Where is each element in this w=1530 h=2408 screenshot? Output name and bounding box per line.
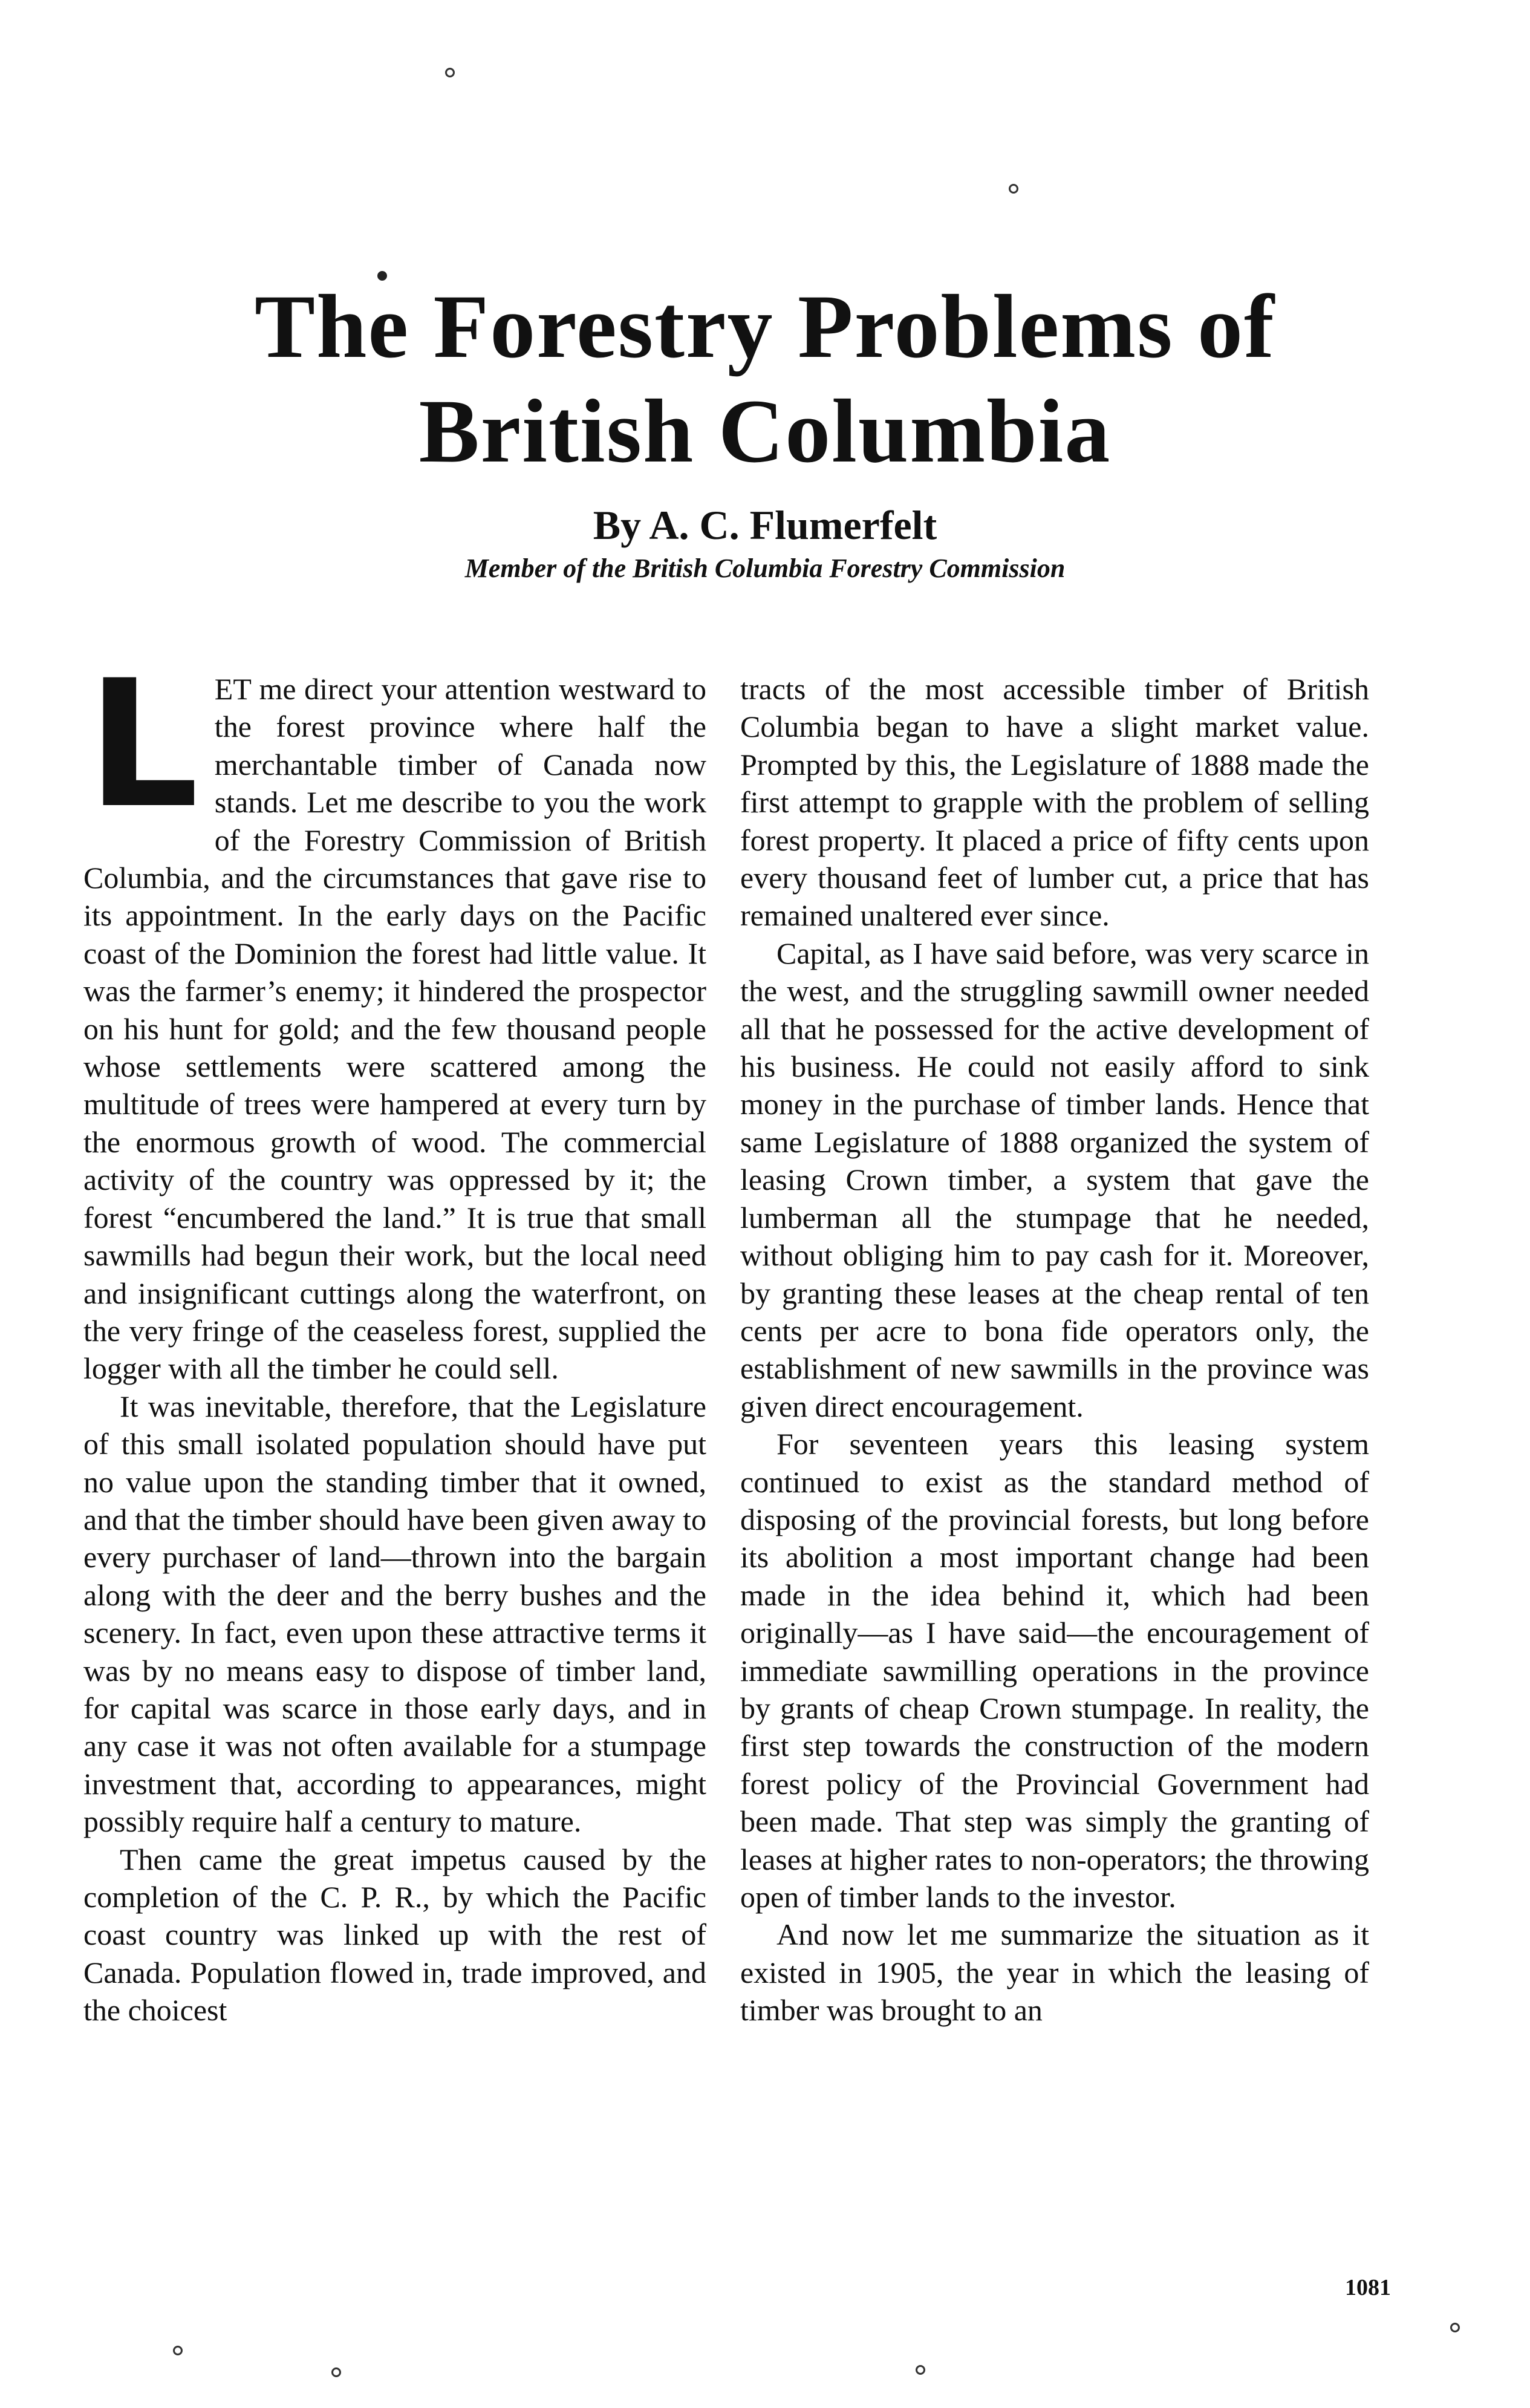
author-affiliation: Member of the British Columbia Forestry Commission [464, 553, 1066, 583]
article-title-line-2: British Columbia [418, 381, 1112, 481]
print-speck [916, 2365, 925, 2375]
print-speck [1009, 184, 1018, 194]
print-speck [1450, 2323, 1460, 2332]
left-column [83, 643, 706, 2029]
right-column [740, 670, 1369, 2029]
paragraph: ET me direct your attention westward to the forest province where half the merchantable timber of Canada now stands. Let me describe to you the work of the Forestry Commission of British Columbia, and the circumstances that gave rise to its appointment. In the early days on the Pacific coast of the Dominion the forest had little value. It was the farmer’s enemy; it hindered the prospector on his hunt for gold; and the few thousand people whose settlements were scattered among the multitude of trees were hampered at every turn by the enormous growth of wood. The commercial activity of the country was oppressed by it; the forest “encumbered the land.” It is true that small sawmills had begun their work, but the local need and insignificant cuttings along the waterfront, on the very fringe of the ceaseless forest, supplied the logger with all the timber he could sell. [83, 672, 706, 1386]
paragraph: It was inevitable, therefore, that the Legislature of this small isolated population should have put no value upon the standing timber that it owned, and that the timber should have been given away to every purchaser of land—thrown into the bargain along with the deer and the berry bushes and the scenery. In fact, even upon these attractive terms it was by no means easy to dispose of timber land, for capital was scarce in those early days, and in any case it was not often available for a stumpage investment that, according to appearances, might possibly require half a century to mature. [83, 1389, 706, 1839]
page-number: 1081 [1345, 2275, 1391, 2300]
drop-cap: L [87, 643, 199, 847]
paragraph: And now let me summarize the situation as it existed in 1905, the year in which the leasing of timber was brought to an [740, 1917, 1369, 2028]
print-speck [331, 2367, 341, 2377]
article-title-line-1: The Forestry Problems of [255, 276, 1275, 377]
article-byline: By A. C. Flumerfelt [593, 502, 937, 548]
print-speck [173, 2346, 183, 2355]
paragraph: Then came the great impetus caused by the completion of the C. P. R., by which the Pacific coast country was linked up with the rest of Canada. Population flowed in, trade improved, and the choicest [83, 1842, 706, 2028]
print-speck [445, 68, 455, 77]
paragraph: tracts of the most accessible timber of British Columbia began to have a slight market value. Prompted by this, the Legislature of 1888 made the first attempt to grapple with the problem of selling forest property. It placed a price of fifty cents upon every thousand feet of lumber cut, a price that has remained unaltered ever since. [740, 672, 1369, 933]
paragraph: For seventeen years this leasing system continued to exist as the standard method of disposing of the provincial forests, but long before its abolition a most important change had been made in the idea behind it, which had been originally—as I have said—the encouragement of immediate sawmilling operations in the province by grants of cheap Crown stumpage. In reality, the first step towards the construction of the modern forest policy of the Provincial Government had been made. That step was simply the granting of leases at higher rates to non-operators; the throwing open of timber lands to the investor. [740, 1427, 1369, 1914]
paragraph: Capital, as I have said before, was very scarce in the west, and the struggling sawmill owner needed all that he possessed for the active development of his business. He could not easily afford to sink money in the purchase of timber lands. Hence that same Legislature of 1888 organized the system of leasing Crown timber, a system that gave the lumberman all the stumpage that he needed, without obliging him to pay cash for it. Moreover, by granting these leases at the cheap rental of ten cents per acre to bona fide operators only, the establishment of new sawmills in the province was given direct encouragement. [740, 936, 1369, 1423]
